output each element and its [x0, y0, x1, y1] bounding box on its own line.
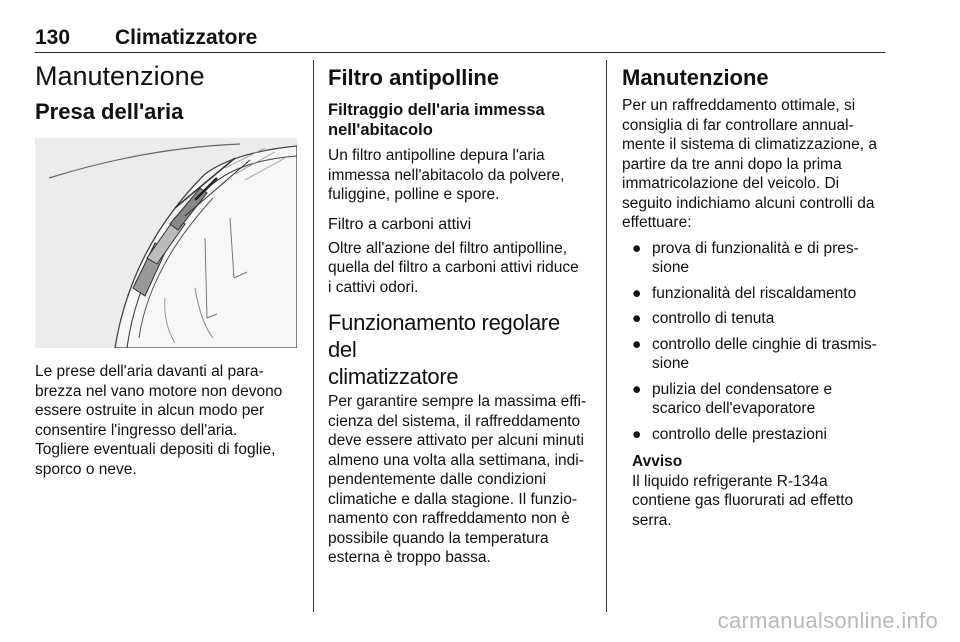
text-line: esterna è troppo bassa. [328, 549, 491, 566]
text-line: sione [652, 355, 690, 372]
text-line: Togliere eventuali depositi di foglie, [35, 441, 276, 458]
heading-funzionamento [328, 309, 590, 390]
filter-paragraph [328, 146, 590, 205]
column-divider [606, 60, 607, 612]
text-line: climatizzatore [328, 364, 459, 389]
windshield-illustration [35, 138, 297, 348]
text-line: pendentemente dalle condizioni [328, 471, 547, 488]
text-line: seguito indichiamo alcuni controlli da [622, 194, 875, 212]
text-line: essere ostruite in alcun modo per [35, 402, 265, 419]
bullet-icon: ● [632, 310, 642, 327]
text-line: nell'abitacolo [328, 121, 433, 139]
heading-manutenzione: Manutenzione [35, 61, 205, 91]
text-line: mente il sistema di climatizzazione, a [622, 136, 877, 153]
heading-presa-aria: Presa dell'aria [35, 99, 184, 124]
bullet-icon: ● [632, 284, 642, 302]
text-line: possibile quando la temperatura [328, 529, 549, 547]
text-line: controllo delle prestazioni [652, 425, 827, 443]
heading-manutenzione-2: Manutenzione [622, 65, 769, 90]
text-line: Filtraggio dell'aria immessa [328, 101, 545, 119]
subheading-carboni-attivi: Filtro a carboni attivi [328, 215, 472, 233]
text-line: Funzionamento regolare del [328, 310, 560, 362]
text-line: sporco o neve. [35, 460, 137, 478]
watermark: carmanualsonline.info [717, 608, 938, 633]
text-line: almeno una volta alla settimana, indi- [328, 451, 584, 469]
column-3 [622, 60, 884, 530]
text-line: namento con raffreddamento non è [328, 510, 570, 527]
text-line: prova di funzionalità e di pres- [652, 239, 859, 257]
text-line: consiglia di far controllare annual- [622, 116, 854, 134]
list-item [622, 425, 884, 445]
text-line: Le prese dell'aria davanti al para- [35, 363, 264, 380]
text-line: Oltre all'azione del filtro antipolline, [328, 239, 568, 257]
text-line: consentire l'ingresso dell'aria. [35, 421, 238, 439]
page-number: 130 [35, 26, 71, 49]
text-line: controllo di tenuta [652, 310, 775, 327]
text-line: cienza del sistema, il raffreddamento [328, 412, 581, 430]
operation-paragraph [328, 392, 590, 568]
text-line: immatricolazione del veicolo. Di [622, 175, 840, 192]
carbon-paragraph [328, 239, 590, 298]
text-line: contiene gas fluorurati ad effetto [632, 492, 854, 509]
checks-list [622, 239, 884, 445]
bullet-icon: ● [632, 425, 642, 443]
text-line: sione [652, 259, 690, 276]
text-line: funzionalità del riscaldamento [652, 284, 857, 302]
list-item [622, 284, 884, 304]
maintenance-paragraph [622, 96, 884, 233]
column-divider [313, 60, 314, 612]
list-item [622, 335, 884, 374]
text-line: climatiche e dalla stagione. Il funzio- [328, 490, 577, 508]
section-title: Climatizzatore [115, 26, 258, 49]
text-line: Per garantire sempre la massima effi- [328, 393, 587, 410]
column-2 [328, 60, 590, 568]
heading-filtro-antipolline: Filtro antipolline [328, 65, 500, 90]
text-line: brezza nel vano motore non devono [35, 382, 283, 400]
text-line: scarico dell'evaporatore [652, 400, 816, 417]
bullet-icon: ● [632, 239, 642, 257]
text-line: deve essere attivato per alcuni minuti [328, 432, 584, 449]
text-line: effettuare: [622, 214, 692, 231]
notice-box [632, 452, 884, 530]
text-line: immessa nell'abitacolo da polvere, [328, 166, 565, 184]
bullet-icon: ● [632, 380, 642, 398]
text-line: fuliggine, polline e spore. [328, 186, 500, 203]
text-line: serra. [632, 511, 672, 529]
list-item [622, 380, 884, 419]
text-line: i cattivi odori. [328, 278, 419, 296]
text-line: quella del filtro a carboni attivi riduce [328, 259, 579, 276]
text-line: Per un raffreddamento ottimale, si [622, 97, 856, 114]
page-header [35, 26, 885, 53]
list-item [622, 239, 884, 278]
subheading-filtraggio [328, 100, 590, 140]
text-line: Un filtro antipolline depura l'aria [328, 147, 545, 164]
intake-paragraph [35, 362, 297, 479]
text-line: partire da tre anni dopo la prima [622, 155, 842, 173]
notice-title: Avviso [632, 453, 683, 470]
list-item [622, 309, 884, 329]
column-1 [35, 60, 297, 479]
bullet-icon: ● [632, 335, 642, 353]
text-line: Il liquido refrigerante R-134a [632, 472, 828, 490]
text-line: pulizia del condensatore e [652, 380, 833, 398]
text-line: controllo delle cinghie di trasmis- [652, 335, 877, 353]
